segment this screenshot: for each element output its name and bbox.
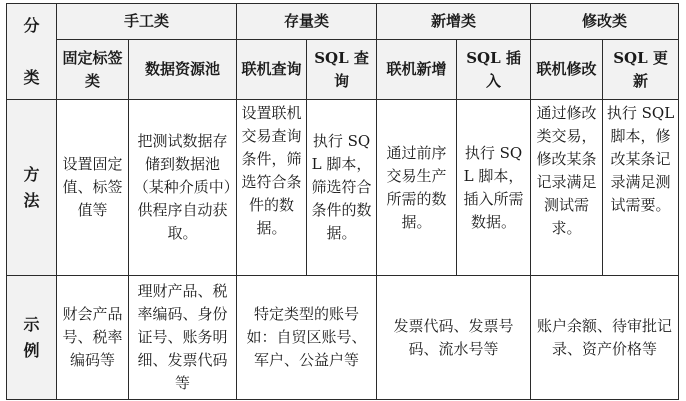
method-row-label [7, 100, 57, 276]
subheader-data-pool: 数据资源池 [129, 40, 237, 100]
subheader-sql-insert: SQL 插入 [457, 40, 531, 100]
example-row [7, 276, 679, 400]
method-cell-data-pool: 把测试数据存储到数据池（某种介质中）供程序自动获取。 [129, 100, 237, 276]
method-row [7, 100, 679, 276]
header-row-groups [7, 4, 679, 40]
subheader-sql-update: SQL 更新 [603, 40, 679, 100]
category-header-bottom: 类 [23, 67, 40, 87]
example-cell-modify: 账户余额、待审批记录、资产价格等 [531, 276, 679, 400]
subheader-fixed-label: 固定标签类 [57, 40, 129, 100]
method-label-bottom: 法 [23, 190, 40, 210]
example-label-bottom: 例 [23, 340, 40, 360]
example-cell-data-pool: 理财产品、税率编码、身份证号、账务明细、发票代码等 [129, 276, 237, 400]
example-cell-new: 发票代码、发票号码、流水号等 [377, 276, 531, 400]
example-row-label [7, 276, 57, 400]
method-cell-fixed-label: 设置固定值、标签值等 [57, 100, 129, 276]
category-header-top: 分 [23, 15, 40, 35]
method-cell-sql-query: 执行 SQL 脚本，筛选符合条件的数据。 [307, 100, 377, 276]
method-cell-online-add: 通过前序交易生产所需的数据。 [377, 100, 457, 276]
subheader-sql-query: SQL 查询 [307, 40, 377, 100]
group-header-new: 新增类 [377, 4, 531, 40]
method-cell-online-query: 设置联机交易查询条件，筛选符合条件的数据。 [237, 100, 307, 276]
example-cell-existing: 特定类型的账号如：自贸区账号、军户、公益户等 [237, 276, 377, 400]
group-header-manual: 手工类 [57, 4, 237, 40]
header-row-subheaders [7, 40, 679, 100]
example-label-top: 示 [23, 314, 40, 334]
subheader-online-add: 联机新增 [377, 40, 457, 100]
example-cell-fixed-label: 财会产品号、税率编码等 [57, 276, 129, 400]
subheader-online-query: 联机查询 [237, 40, 307, 100]
category-header-cell [7, 4, 57, 100]
method-cell-online-modify: 通过修改类交易，修改某条记录满足测试需求。 [531, 100, 603, 276]
subheader-online-modify: 联机修改 [531, 40, 603, 100]
method-label-top: 方 [23, 164, 40, 184]
group-header-modify: 修改类 [531, 4, 679, 40]
method-cell-sql-insert: 执行 SQL 脚本，插入所需数据。 [457, 100, 531, 276]
test-data-classification-table [6, 3, 679, 400]
group-header-existing: 存量类 [237, 4, 377, 40]
method-cell-sql-update: 执行 SQL 脚本，修改某条记录满足测试需要。 [603, 100, 679, 276]
